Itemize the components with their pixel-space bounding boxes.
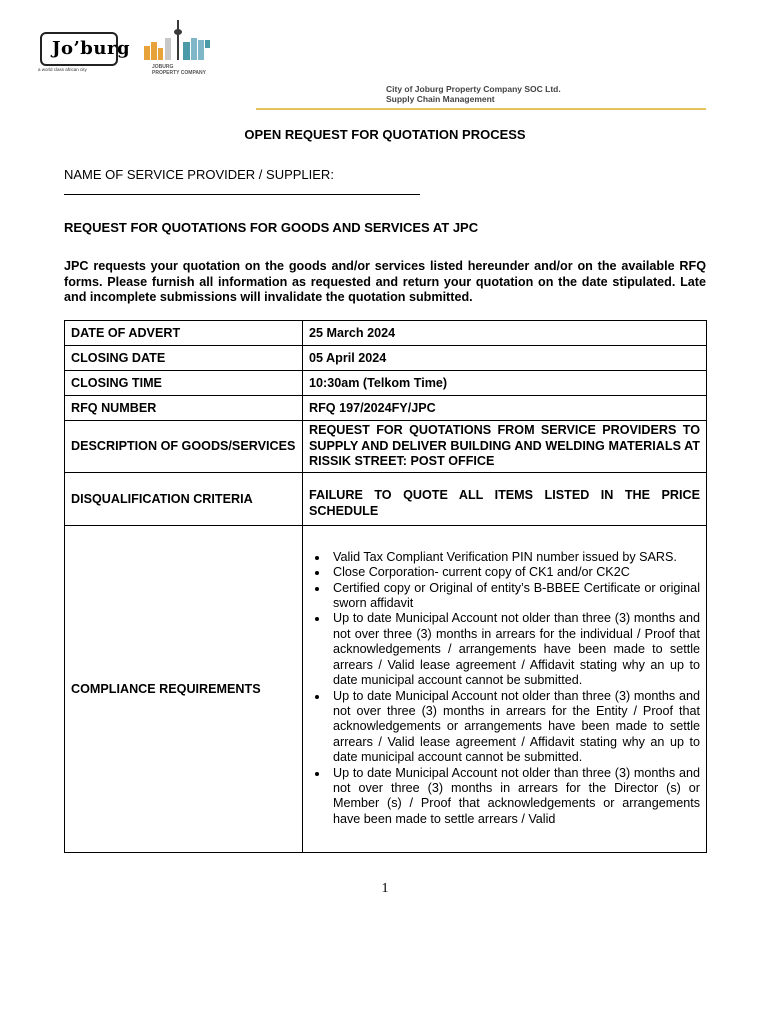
jpc-bar-5	[183, 42, 190, 60]
jpc-skyline-icon	[140, 18, 220, 64]
row-value-date-of-advert: 25 March 2024	[303, 321, 707, 346]
company-name: City of Joburg Property Company SOC Ltd.	[386, 84, 561, 94]
rfq-heading: REQUEST FOR QUOTATIONS FOR GOODS AND SERVICES AT JPC	[64, 220, 479, 235]
jpc-logo	[140, 18, 220, 78]
supplier-name-label: NAME OF SERVICE PROVIDER / SUPPLIER:	[64, 167, 334, 182]
row-value-description: REQUEST FOR QUOTATIONS FROM SERVICE PROVIDERS TO SUPPLY AND DELIVER BUILDING AND WELDING MATERIALS AT RISSIK STREET: POST OFFICE	[303, 421, 707, 473]
table-row	[65, 525, 707, 852]
row-label-description: DESCRIPTION OF GOODS/SERVICES	[65, 421, 303, 473]
row-label-date-of-advert: DATE OF ADVERT	[65, 321, 303, 346]
company-header	[386, 84, 561, 104]
header-divider	[256, 108, 706, 110]
row-label-rfq-number: RFQ NUMBER	[65, 396, 303, 421]
row-label-disqualification: DISQUALIFICATION CRITERIA	[65, 472, 303, 525]
department-name: Supply Chain Management	[386, 94, 495, 104]
jpc-logo-name	[152, 64, 206, 76]
row-value-rfq-number: RFQ 197/2024FY/JPC	[303, 396, 707, 421]
page-number: 1	[381, 881, 389, 896]
jpc-tower-pod	[174, 29, 182, 35]
jpc-bar-3	[158, 48, 163, 60]
jpc-bar-7	[198, 40, 204, 60]
jpc-bar-2	[151, 42, 157, 60]
compliance-requirements-list	[309, 550, 700, 827]
joburg-tagline: a world class african city	[38, 67, 87, 72]
list-item: • Certified copy or Original of entity’s B-BBEE Certificate or original sworn affidavit	[329, 581, 700, 612]
list-item: • Close Corporation- current copy of CK1 and/or CK2C	[329, 565, 700, 580]
compliance-requirements-cell	[303, 525, 707, 852]
joburg-logo	[38, 26, 131, 76]
list-item: • Up to date Municipal Account not older than three (3) months and not over three (3) months in arrears for the Director (s) or Member (s) / Proof that acknowledgements or arrangements have been made to settle arrears / Valid	[329, 766, 700, 828]
row-value-closing-date: 05 April 2024	[303, 346, 707, 371]
row-label-closing-time: CLOSING TIME	[65, 371, 303, 396]
jpc-name-line-2: PROPERTY COMPANY	[152, 70, 206, 76]
jpc-bar-6	[191, 38, 197, 60]
row-label-compliance: COMPLIANCE REQUIREMENTS	[65, 525, 303, 852]
table-row	[65, 346, 707, 371]
list-item: • Valid Tax Compliant Verification PIN number issued by SARS.	[329, 550, 700, 565]
jpc-bar-4	[165, 38, 171, 60]
list-item: • Up to date Municipal Account not older than three (3) months and not over three (3) months in arrears for the Entity / Proof that acknowledgements or arrangements have been made to settle arrears / Valid lease agreement / Affidavit stating why an up to date municipal account cannot be submitted.	[329, 689, 700, 766]
supplier-name-blank-line	[64, 194, 420, 195]
jpc-name-line-1: JOBURG	[152, 64, 174, 70]
joburg-logo-text: Jo’burg	[52, 38, 131, 59]
joburg-logo-frame	[40, 32, 131, 66]
row-label-closing-date: CLOSING DATE	[65, 346, 303, 371]
row-value-closing-time: 10:30am (Telkom Time)	[303, 371, 707, 396]
jpc-bar-1	[144, 46, 150, 60]
row-value-disqualification: FAILURE TO QUOTE ALL ITEMS LISTED IN THE PRICE SCHEDULE	[303, 472, 707, 525]
table-row	[65, 421, 707, 473]
jpc-bar-8	[205, 40, 210, 48]
intro-paragraph: JPC requests your quotation on the goods and/or services listed hereunder and/or on the available RFQ forms. Please furnish all information as requested and return your quotation on the date stipulated. Late and incomplete submissions will invalidate the quotation submitted.	[64, 259, 706, 304]
table-row	[65, 472, 707, 525]
table-row	[65, 371, 707, 396]
list-item: • Up to date Municipal Account not older than three (3) months and not over three (3) months in arrears for the individual / Proof that acknowledgements / arrangements have been made to settle arrears / Valid lease agreement / Affidavit stating why an up to date municipal account cannot be submitted.	[329, 611, 700, 688]
rfq-details-table	[64, 320, 707, 853]
table-row	[65, 321, 707, 346]
document-title: OPEN REQUEST FOR QUOTATION PROCESS	[244, 127, 526, 142]
table-row	[65, 396, 707, 421]
